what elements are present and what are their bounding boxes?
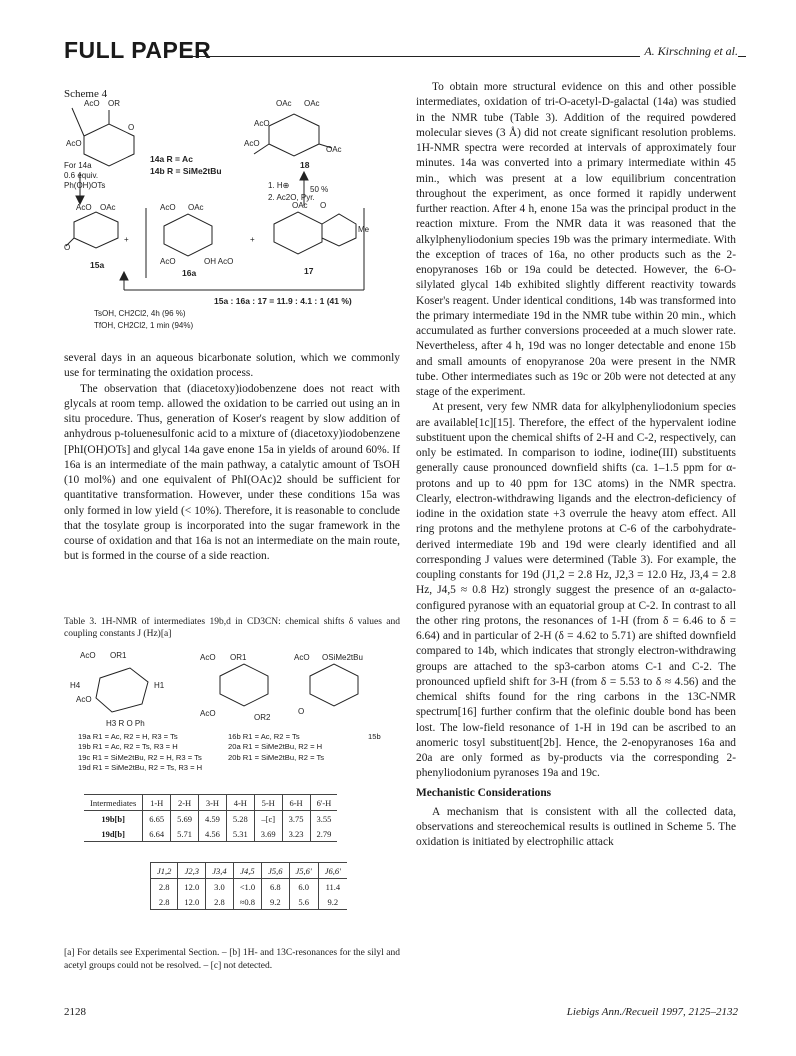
svg-text:OAc: OAc xyxy=(188,203,204,212)
scheme-step1: 1. H⊕ xyxy=(268,181,290,190)
svg-text:AcO: AcO xyxy=(294,653,310,662)
table-cell: 3.75 xyxy=(282,811,310,827)
journal-citation: Liebigs Ann./Recueil 1997, 2125–2132 xyxy=(566,1006,738,1018)
svg-text:AcO: AcO xyxy=(244,139,260,148)
compound-18-label: 18 xyxy=(300,160,310,170)
svg-text:OH AcO: OH AcO xyxy=(204,257,234,266)
right-column-body xyxy=(416,80,736,851)
table-cell: 9.2 xyxy=(327,896,339,907)
table-cell: 9.2 xyxy=(262,894,289,910)
compound-16a-label: 16a xyxy=(182,268,197,278)
table-cell: 5.69 xyxy=(171,811,199,827)
svg-text:AcO: AcO xyxy=(200,709,216,718)
table-cell: 5.31 xyxy=(226,826,254,842)
svg-text:+: + xyxy=(250,235,255,244)
table3-couplings xyxy=(150,862,347,910)
svg-text:AcO: AcO xyxy=(84,99,100,108)
table-cell: –[c] xyxy=(254,811,282,827)
table-caption: Table 3. 1H-NMR of intermediates 19b,d in CD3CN: chemical shifts δ values and coupling constants J (Hz)[a] xyxy=(64,617,400,639)
scheme-equiv: 0.6 equiv. xyxy=(64,171,99,180)
svg-text:AcO: AcO xyxy=(80,651,96,660)
table-cell: 6.64 xyxy=(143,826,171,842)
table-header-cell: Intermediates xyxy=(84,795,143,811)
table-header-cell: 5-H xyxy=(254,795,282,811)
section-heading: Mechanistic Considerations xyxy=(416,786,552,799)
table-cell: 3.0 xyxy=(206,879,233,895)
svg-text:AcO: AcO xyxy=(66,139,82,148)
scheme-reagent: Ph(OH)OTs xyxy=(64,181,106,190)
paragraph: At present, very few NMR data for alkylphenyliodonium species are available[1c][15]. Therefore, the effect of the hypervalent iodine substituent upon the chemical shifts of 2-H and C-2, respectively, can only be estimated. In comparison to iodine, iodine(III) substituents generally cause pronounced downfield shifts (ca. 1–1.5 ppm for α-protons and up to 40 ppm for 13C atoms) in the NMR spectra. Clearly, electron-withdrawing ligands and the electron-deficiency of iodine in the oxidation state +3 overrule the heavy atom effect. All ring protons and the methylene protons at C-6 of the carbohydrate-derived intermediate 19b and 19d were clearly identified and all corresponding J values were determined (Table 3). For example, the coupling constants for 19d (J1,2 = 2.8 Hz, J2,3 = 12.0 Hz, J3,4 = 2.8 Hz, J4,5 ≈ 0.8 Hz) strongly suggest the presence of an α-galacto-configured pyranose with an equatorial group at C-2. In contrast to all the other ring protons, the resonances of 1-H (from δ = 6.46 to δ = 6.64) and in particular of 2-H (δ = 4.62 to 5.71) are shifted downfield compared to 14b, which indicates that strongly electron-withdrawing groups are attached to the sp3-carbon atoms C-1 and C-2. The pronounced upfield shift for 3-H (from δ = 5.53 to δ ≈ 4.56) and the chemical shifts found for the ring carbons in the 13C-NMR spectrum[16] further confirm that the olefinic double bond has been lost. The low-field resonance of 1-H in 19d can be ascribed to an anomeric tosyl substituent[2b]. Hence, the 2-enopyranoses 16a and 20a are only formed as by-products via the corresponding 2-phenyliodonium pyranoses 19a and 19c. xyxy=(416,401,736,780)
svg-text:OR: OR xyxy=(108,99,120,108)
table3-shifts xyxy=(84,794,337,842)
svg-text:AcO: AcO xyxy=(254,119,270,128)
table-row xyxy=(151,879,347,895)
table-cell: 6.0 xyxy=(289,879,318,895)
table-cell: 3.69 xyxy=(254,826,282,842)
svg-text:O: O xyxy=(128,123,135,132)
table-header-cell: 3-H xyxy=(199,795,227,811)
table-header-cell: 1-H xyxy=(143,795,171,811)
running-title: FULL PAPER xyxy=(64,37,212,63)
svg-text:OAc: OAc xyxy=(292,201,308,210)
table-footnote: [a] For details see Experimental Section. – [b] 1H- and 13C-resonances for the silyl and acetyl groups could not be resolved. – [c] not detected. xyxy=(64,948,400,971)
table-cell: 2.8 xyxy=(206,894,233,910)
table-cell: 2.79 xyxy=(316,828,332,839)
legend-item: 19c R1 = SiMe2tBu, R2 = H, R3 = Ts xyxy=(78,752,202,762)
table-cell: 12.0 xyxy=(178,894,206,910)
table3-structures xyxy=(70,648,390,728)
legend-item: 16b R1 = Ac, R2 = Ts xyxy=(228,732,300,741)
svg-text:AcO: AcO xyxy=(76,203,92,212)
svg-text:OAc: OAc xyxy=(100,203,116,212)
scheme-yield: 50 % xyxy=(310,185,329,194)
table-header-cell: J3,4 xyxy=(206,863,233,879)
table-cell: 6.8 xyxy=(262,879,289,895)
scheme-step2: 2. Ac2O, Pyr. xyxy=(268,193,315,202)
paragraph: A mechanism that is consistent with all the collected data, observations and stereochemical results is outlined in Scheme 5. The oxidation is initiated by electrophilic attack xyxy=(416,805,736,849)
compound-14b-label: 14b R = SiMe2tBu xyxy=(150,166,222,176)
svg-text:OR1: OR1 xyxy=(110,651,127,660)
table-header-cell: J5,6' xyxy=(289,863,318,879)
table-cell: 11.4 xyxy=(325,881,341,892)
table-cell: 2.8 xyxy=(151,894,178,910)
running-author: A. Kirschning et al. xyxy=(640,44,738,59)
svg-text:OAc: OAc xyxy=(304,99,320,108)
svg-text:O: O xyxy=(64,243,71,252)
table-row xyxy=(84,826,337,842)
scheme-cond1: TsOH, CH2Cl2, 4h (96 %) xyxy=(94,309,186,318)
svg-text:OAc: OAc xyxy=(276,99,292,108)
table-cell: <1.0 xyxy=(233,879,261,895)
table-cell: 3.23 xyxy=(282,826,310,842)
legend-item: 19d R1 = SiMe2tBu, R2 = Ts, R3 = H xyxy=(78,763,203,773)
svg-text:AcO: AcO xyxy=(200,653,216,662)
svg-text:OR1: OR1 xyxy=(230,653,247,662)
table-header-cell: J1,2 xyxy=(151,863,178,879)
scheme-ratio: 15a : 16a : 17 = 11.9 : 4.1 : 1 (41 %) xyxy=(214,296,352,306)
table-header-cell: 6'-H xyxy=(316,797,332,808)
svg-text:H4: H4 xyxy=(70,681,81,690)
compound-15a-label: 15a xyxy=(90,260,105,270)
table-header-cell: J5,6 xyxy=(262,863,289,879)
scheme-for14a: For 14a xyxy=(64,161,92,170)
table-cell: 19b[b] xyxy=(84,811,143,827)
svg-text:+: + xyxy=(124,235,129,244)
scheme-label: Scheme 4 xyxy=(64,88,108,100)
table-header-cell: J2,3 xyxy=(178,863,206,879)
paragraph: To obtain more structural evidence on this and other possible intermediates, oxidation of tri-O-acetyl-D-galactal (14a) was studied in the NMR tube (Table 3). Addition of the required powdered molecular sieves (3 Å) did not create significant resolution problems. 1H-NMR spectra were recorded at intervals of approximately four minutes. 14a was converted into a primary intermediate within 45 min., which was present at a low equilibrium concentration throughout the experiment, as once formed it rapidly underwent further reaction. After 4 h, enone 15a was the principal product in the reaction mixture. From the NMR data it was reasoned that the alkylphenyliodonium species 19b was the primary intermediate. With the exception of traces of 16a, no other products such as the 2-enopyranoses 16b or 19a could be detected. However, the 6-O-silylated glycal 14b exhibited slightly different reactivity towards Koser's reagent. Under identical conditions, 14b was transformed into the primary intermediate 19d in the NMR tube within 20 min., which accumulated as further conversions proceeded at a much slower rate. Nevertheless, after 4 h, 19d was no longer detectable and enone 15b and small amounts of enopyranose 20a were present in the NMR tube. Other intermediates such as 19c or 20b were not detected at any stage of the experiment. xyxy=(416,81,736,398)
svg-text:AcO: AcO xyxy=(160,257,176,266)
table-cell: 12.0 xyxy=(178,879,206,895)
table-cell: 5.6 xyxy=(289,894,318,910)
table-cell: 2.8 xyxy=(151,879,178,895)
legend-item: 19b R1 = Ac, R2 = Ts, R3 = H xyxy=(78,742,178,752)
table-cell: 4.59 xyxy=(199,811,227,827)
scheme-4-figure xyxy=(64,96,384,336)
table-cell: ≈0.8 xyxy=(233,894,261,910)
page-number: 2128 xyxy=(64,1006,86,1018)
table-cell: 6.65 xyxy=(143,811,171,827)
legend-item: 20b R1 = SiMe2tBu, R2 = Ts xyxy=(228,752,325,762)
left-column-body xyxy=(64,351,400,565)
table-header-cell: 6-H xyxy=(282,795,310,811)
legend-item: 20a R1 = SiMe2tBu, R2 = H xyxy=(228,742,323,752)
table-header-row xyxy=(84,795,337,811)
compound-14a-label: 14a R = Ac xyxy=(150,154,193,164)
compound-17-label: 17 xyxy=(304,266,314,276)
svg-text:O: O xyxy=(320,201,327,210)
legend-item: 15b xyxy=(368,732,381,741)
svg-text:Me: Me xyxy=(358,225,370,234)
svg-text:OR2: OR2 xyxy=(254,713,271,722)
table-header-cell: 2-H xyxy=(171,795,199,811)
table-header-cell: J4,5 xyxy=(233,863,261,879)
table-row xyxy=(151,894,347,910)
table-cell: 5.71 xyxy=(171,826,199,842)
paragraph: several days in an aqueous bicarbonate solution, which we commonly use for terminating the oxidation process. xyxy=(64,352,400,380)
paragraph: The observation that (diacetoxy)iodobenzene does not react with glycals at room temp. allowed the oxidation to be carried out using an in situ procedure. Thus, generation of Koser's reagent by slow addition of anhydrous p-toluenesulfonic acid to a mixture of (diacetoxy)iodobenzene [PhI(OH)OTs] and glycal 14a gave enone 15a in yields of around 60%. If 16a is an intermediate of the main pathway, a catalytic amount of TsOH (10 mol%) and one equivalent of PhI(OAc)2 should be sufficient for quantitative transformation. However, under these conditions 15a was only formed in low yield (< 10%). Therefore, it is reasonable to conclude that the tosylate group is incorporated into the sugar framework in the course of oxidation and that 16a is not an intermediate on the main route, but is formed in the course of a side reaction. xyxy=(64,382,400,563)
table-header-cell: 4-H xyxy=(226,795,254,811)
svg-text:OSiMe2tBu: OSiMe2tBu xyxy=(322,653,363,662)
table-header-cell: J6,6' xyxy=(324,865,341,876)
svg-text:O: O xyxy=(298,707,305,716)
table-row xyxy=(84,811,337,827)
table-cell: 5.28 xyxy=(226,811,254,827)
svg-text:H1: H1 xyxy=(154,681,165,690)
svg-text:H3 R O Ph: H3 R O Ph xyxy=(106,719,145,728)
scheme-cond2: TfOH, CH2Cl2, 1 min (94%) xyxy=(94,321,194,330)
table-cell: 3.55 xyxy=(316,813,332,824)
svg-text:OAc: OAc xyxy=(326,145,342,154)
svg-text:AcO: AcO xyxy=(76,695,92,704)
legend-item: 19a R1 = Ac, R2 = H, R3 = Ts xyxy=(78,732,178,741)
table-header-row xyxy=(151,863,347,879)
table-cell: 19d[b] xyxy=(84,826,143,842)
svg-text:AcO: AcO xyxy=(160,203,176,212)
table-cell: 4.56 xyxy=(199,826,227,842)
